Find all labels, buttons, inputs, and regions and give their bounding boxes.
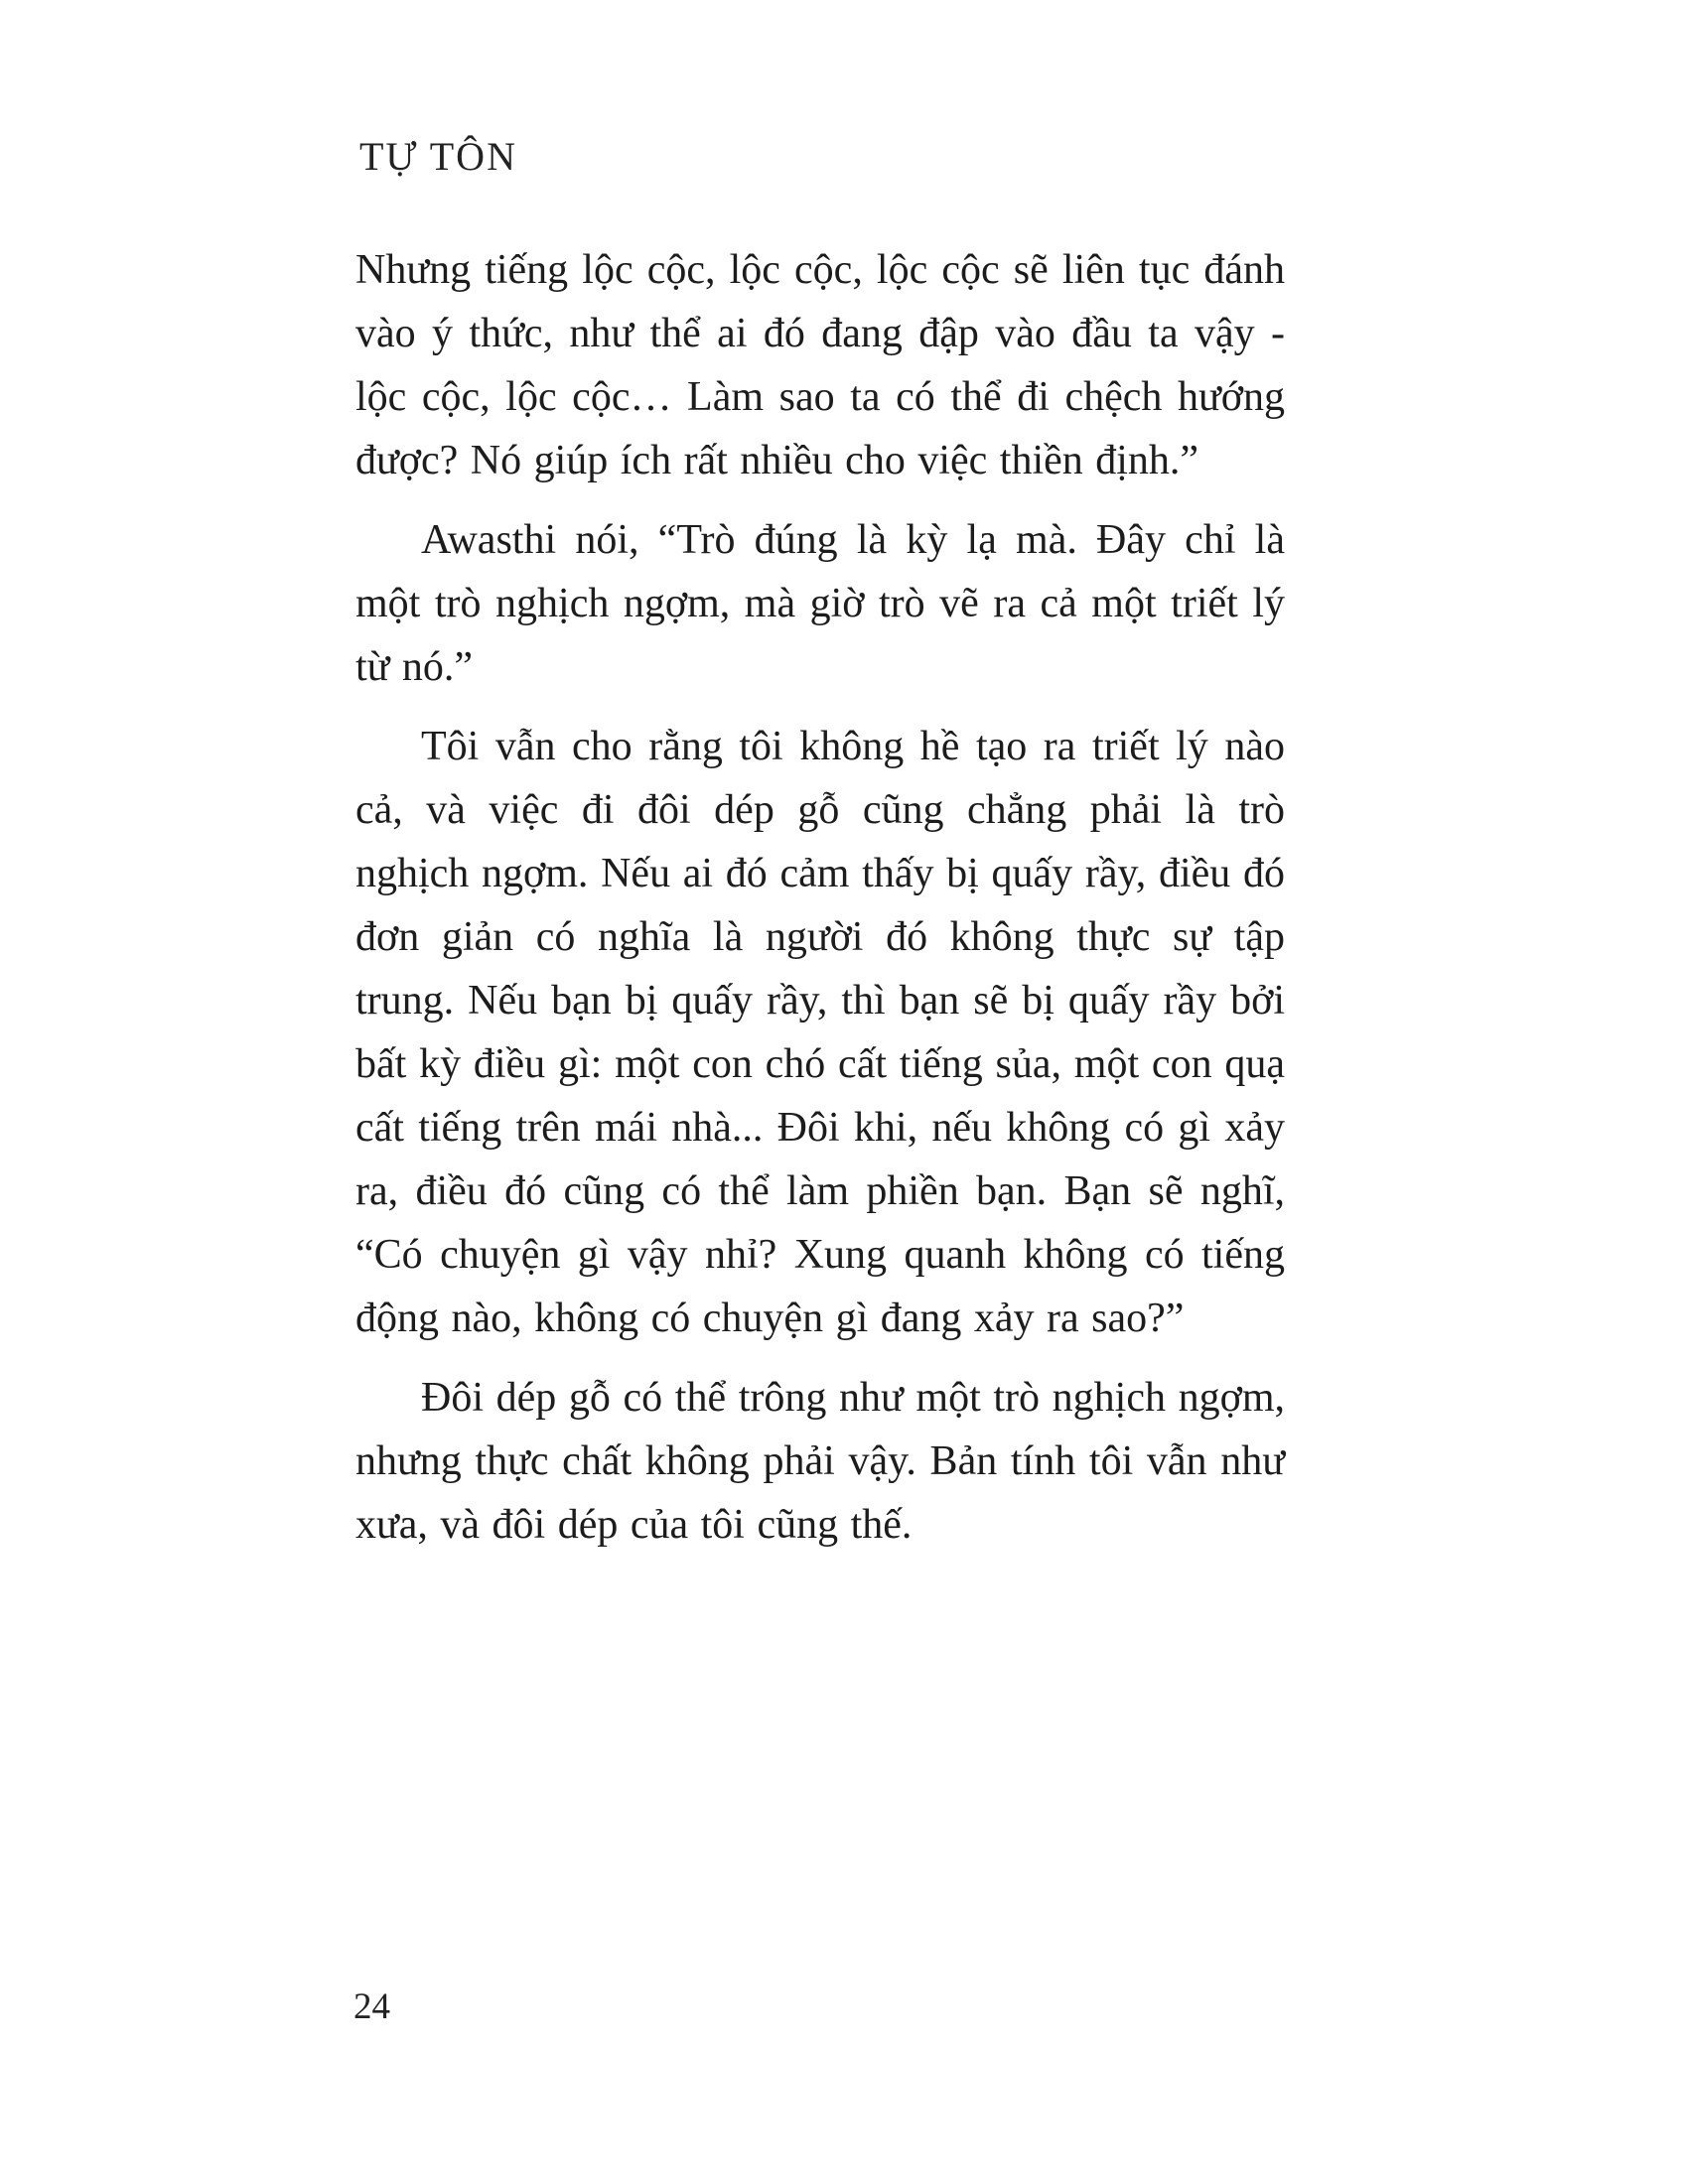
paragraph: Nhưng tiếng lộc cộc, lộc cộc, lộc cộc sẽ liên tục đánh vào ý thức, như thể ai đó đang đập vào đầu ta vậy - lộc cộc, lộc cộc… Làm sao ta có thể đi chệch hướng được? Nó giúp ích rất nhiều cho việc thiền định.” — [355, 247, 1285, 483]
running-header: TỰ TÔN — [359, 134, 517, 179]
page-number: 24 — [353, 1986, 390, 2027]
paragraph: Awasthi nói, “Trò đúng là kỳ lạ mà. Đây chỉ là một trò nghịch ngợm, mà giờ trò vẽ ra cả một triết lý từ nó.” — [355, 517, 1285, 690]
page-body — [355, 238, 1285, 1572]
paragraph: Tôi vẫn cho rằng tôi không hề tạo ra triết lý nào cả, và việc đi đôi dép gỗ cũng chẳng phải là trò nghịch ngợm. Nếu ai đó cảm thấy bị quấy rầy, điều đó đơn giản có nghĩa là người đó không thực sự tập trung. Nếu bạn bị quấy rầy, thì bạn sẽ bị quấy rầy bởi bất kỳ điều gì: một con chó cất tiếng sủa, một con quạ cất tiếng trên mái nhà... Đôi khi, nếu không có gì xảy ra, điều đó cũng có thể làm phiền bạn. Bạn sẽ nghĩ, “Có chuyện gì vậy nhỉ? Xung quanh không có tiếng động nào, không có chuyện gì đang xảy ra sao?” — [355, 724, 1285, 1341]
paragraph: Đôi dép gỗ có thể trông như một trò nghịch ngợm, nhưng thực chất không phải vậy. Bản tính tôi vẫn như xưa, và đôi dép của tôi cũng thế. — [355, 1375, 1285, 1548]
